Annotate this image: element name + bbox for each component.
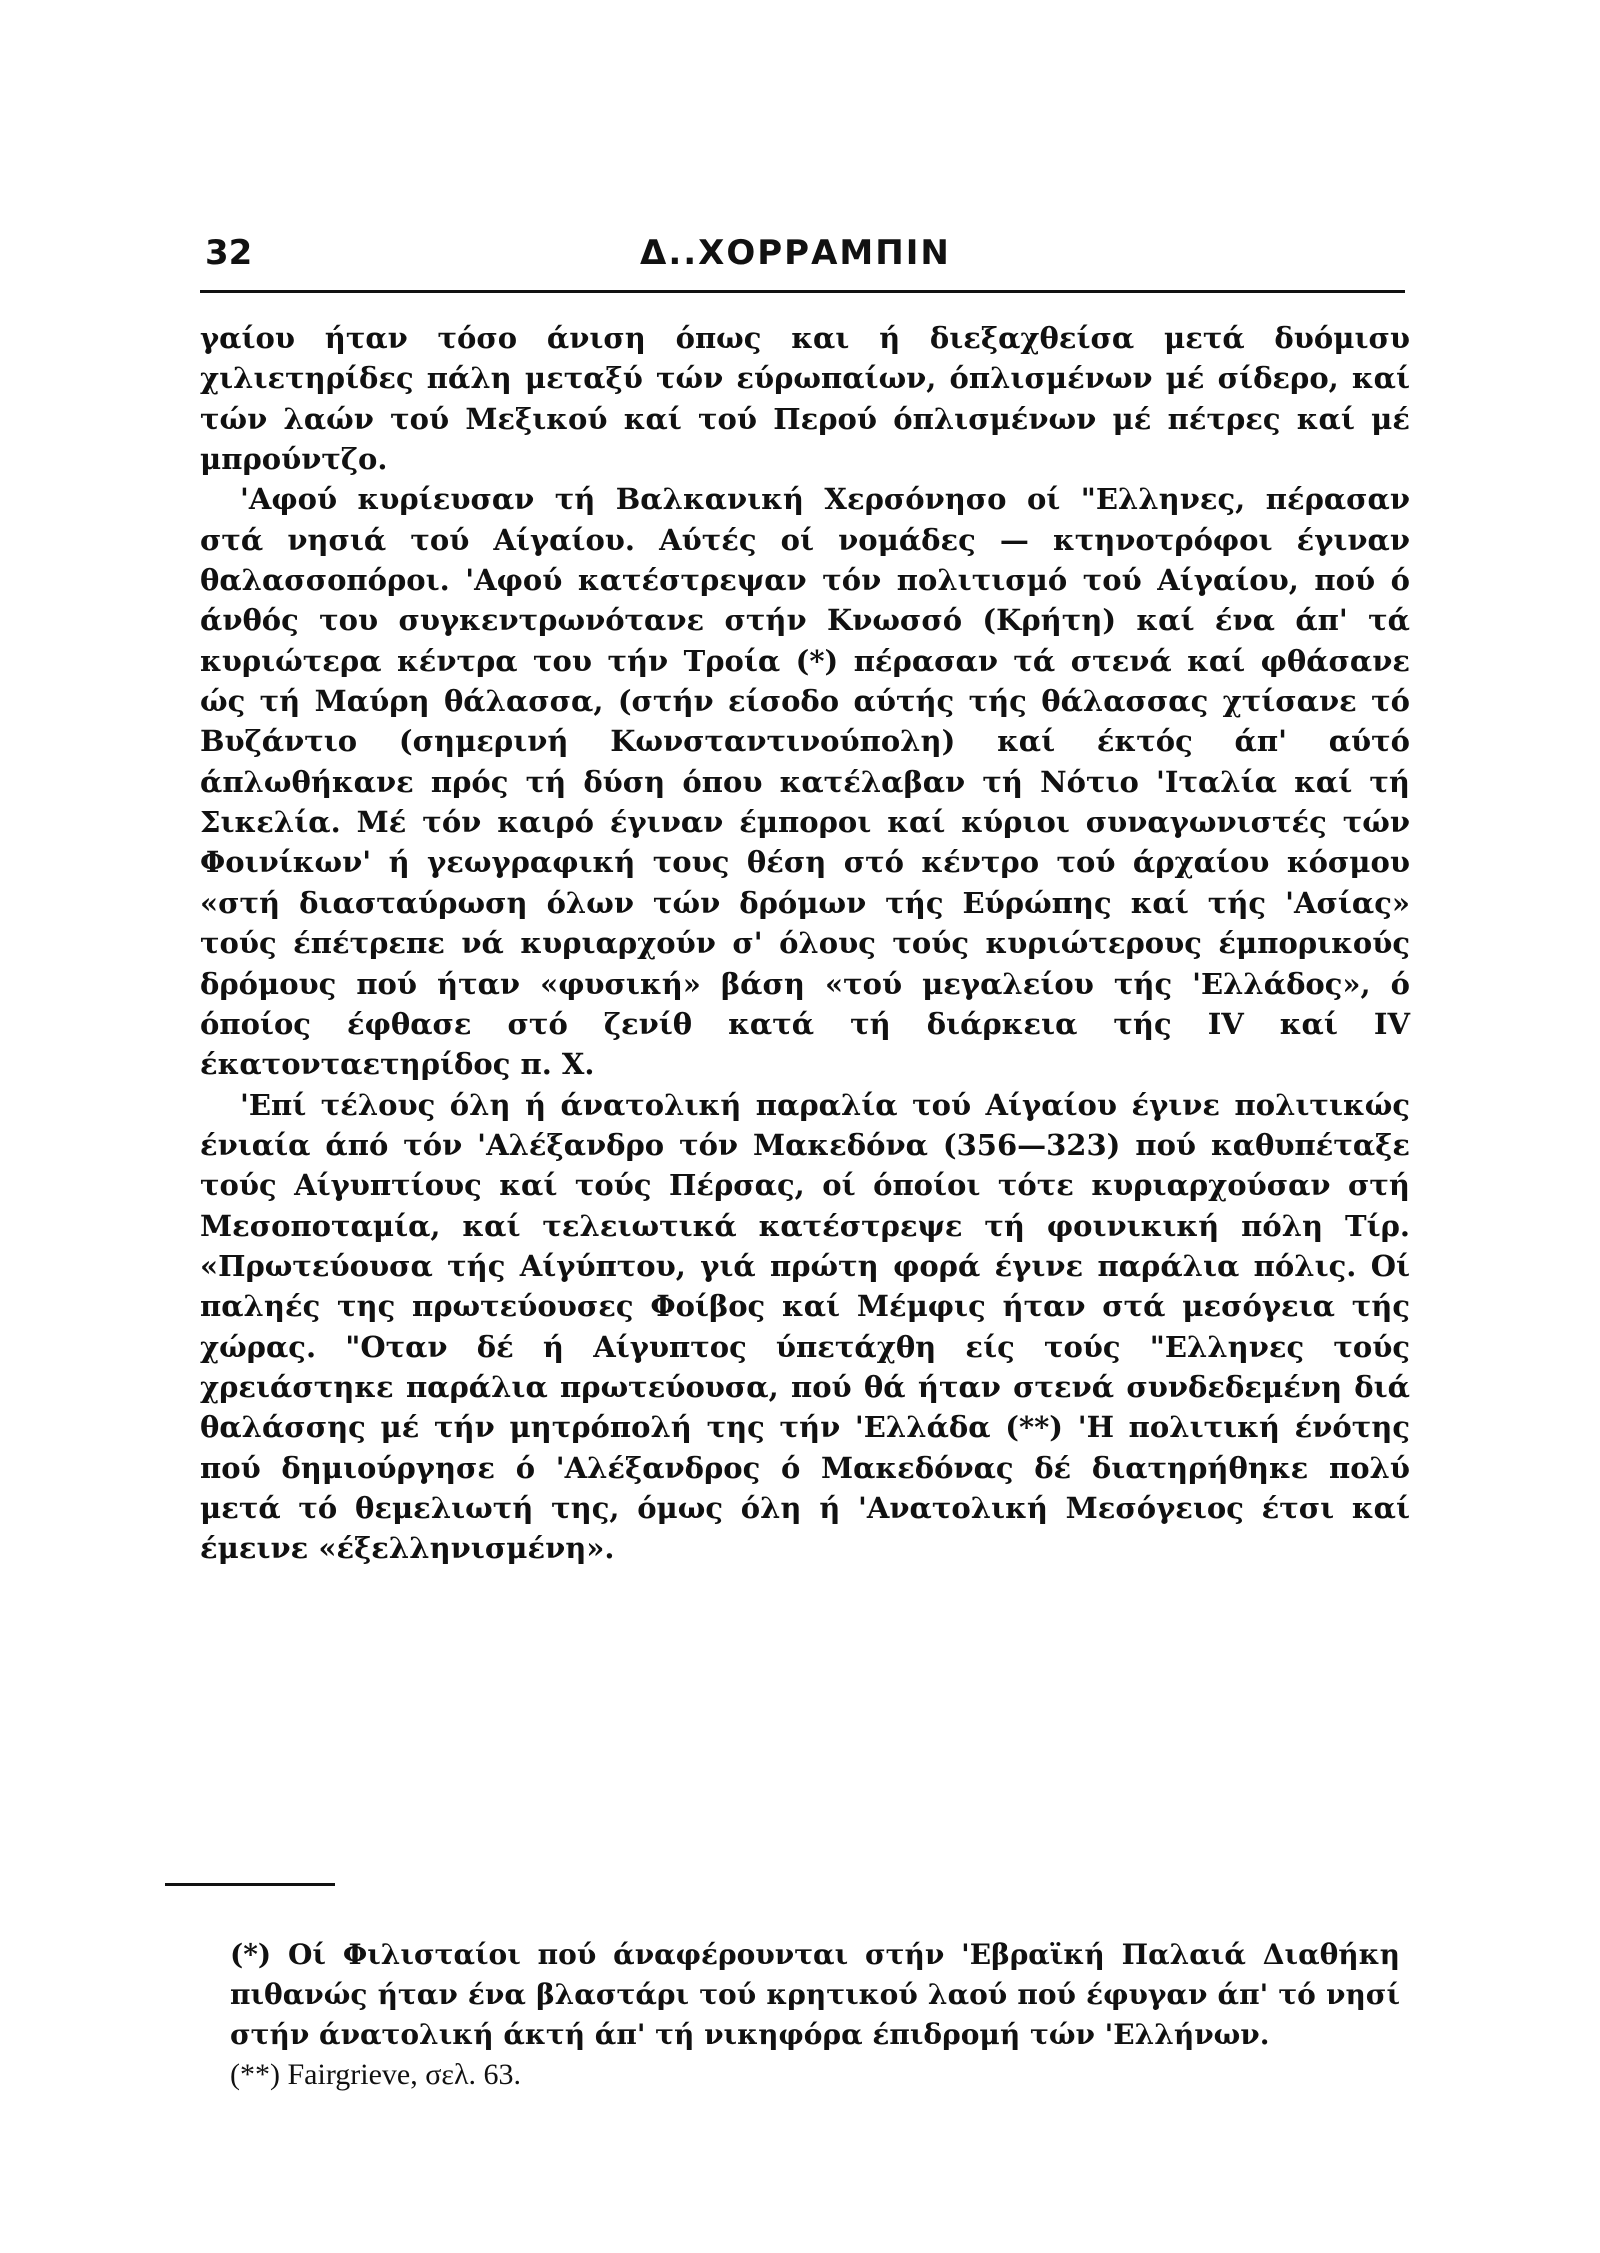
paragraph-3: 'Επί τέλους όλη ή άνατολική παραλία τού Αίγαίου έγινε πολιτικώς ένιαία άπό τόν 'Αλέξανδρο τόν Μακεδόνα (356—323) πού καθυπέταξε τούς Αίγυπτίους καί τούς Πέρσας, οί όποίοι τότε κυριαρχούσαν στή Μεσοποταμία, καί τελειωτικά κατέστρεψε τή φοινικική πόλη Τίρ. «Πρωτεύουσα τής Αίγύπτου, γιά πρώτη φορά έγινε παράλια πόλις. Οί παληές της πρωτεύουσες Φοίβος καί Μέμφις ήταν στά μεσόγεια τής χώρας. "Οταν δέ ή Αίγυπτος ύπετάχθη είς τούς "Ελληνες τούς χρειάστηκε παράλια πρωτεύουσα, πού θά ήταν στενά συνδεδεμένη διά θαλάσσης μέ τήν μητρόπολή της τήν 'Ελλάδα (**) 'Η πολιτική ένότης πού δημιούργησε ό 'Αλέξανδρος ό Μακεδόνας δέ διατηρήθηκε πολύ μετά τό θεμελιωτή της, όμως όλη ή 'Ανατολική Μεσόγειος έτσι καί έμεινε «έξελληνισμένη». [200, 1087, 1410, 1566]
paragraph-2: 'Αφού κυρίευσαν τή Βαλκανική Χερσόνησο οί "Ελληνες, πέρασαν στά νησιά τού Αίγαίου. Αύτές οί νομάδες — κτηνοτρόφοι έγιναν θαλασσοπόροι. 'Αφού κατέστρεψαν τόν πολιτισμό τού Αίγαίου, πού ό άνθός του συγκεντρωνότανε στήν Κνωσσό (Κρήτη) καί ένα άπ' τά κυριώτερα κέντρα του τήν Τροία (*) πέρασαν τά στενά καί φθάσανε ώς τή Μαύρη θάλασσα, (στήν είσοδο αύτής τής θάλασσας χτίσανε τό Βυζάντιο (σημερινή Κωνσταντινούπολη) καί έκτός άπ' αύτό άπλωθήκανε πρός τή δύση όπου κατέλαβαν τή Νότιο 'Ιταλία καί τή Σικελία. Μέ τόν καιρό έγιναν έμποροι καί κύριοι συναγωνιστές τών Φοινίκων' ή γεωγραφική τους θέση στό κέντρο τού άρχαίου κόσμου «στή διασταύρωση όλων τών δρόμων τής Εύρώπης καί τής 'Ασίας» τούς έπέτρεπε νά κυριαρχούν σ' όλους τούς κυριώτερους έμπορικούς δρόμους πού ήταν «φυσική» βάση «τού μεγαλείου τής 'Ελλάδος», ό όποίος έφθασε στό ζενίθ κατά τή διάρκεια τής ΙV καί ΙV έκατονταετηρίδος π. Χ. [200, 482, 1410, 1082]
footnote-rule [165, 1883, 335, 1886]
running-title: Δ..ΧΟΡΡΑΜΠΙΝ [640, 233, 951, 273]
paragraph-1: γαίου ήταν τόσο άνιση όπως και ή διεξαχθείσα μετά δυόμισυ χιλιετηρίδες πάλη μεταξύ τών εύρωπαίων, όπλισμένων μέ σίδερο, καί τών λαών τού Μεξικού καί τού Περού όπλισμένων μέ πέτρες καί μέ μπρούντζο. [200, 321, 1410, 477]
footnotes [230, 1935, 1400, 2095]
footnote-1: (*) Οί Φιλισταίοι πού άναφέρουνται στήν 'Εβραϊκή Παλαιά Διαθήκη πιθανώς ήταν ένα βλαστάρι τού κρητικού λαού πού έφυγαν άπ' τό νησί στήν άνατολική άκτή άπ' τή νικηφόρα έπιδρομή τών 'Ελλήνων. [230, 1938, 1400, 2051]
header-rule [200, 290, 1405, 293]
page-number: 32 [205, 233, 253, 273]
footnote-2: (**) Fairgrieve, σελ. 63. [230, 2058, 522, 2091]
main-text [200, 318, 1410, 1858]
